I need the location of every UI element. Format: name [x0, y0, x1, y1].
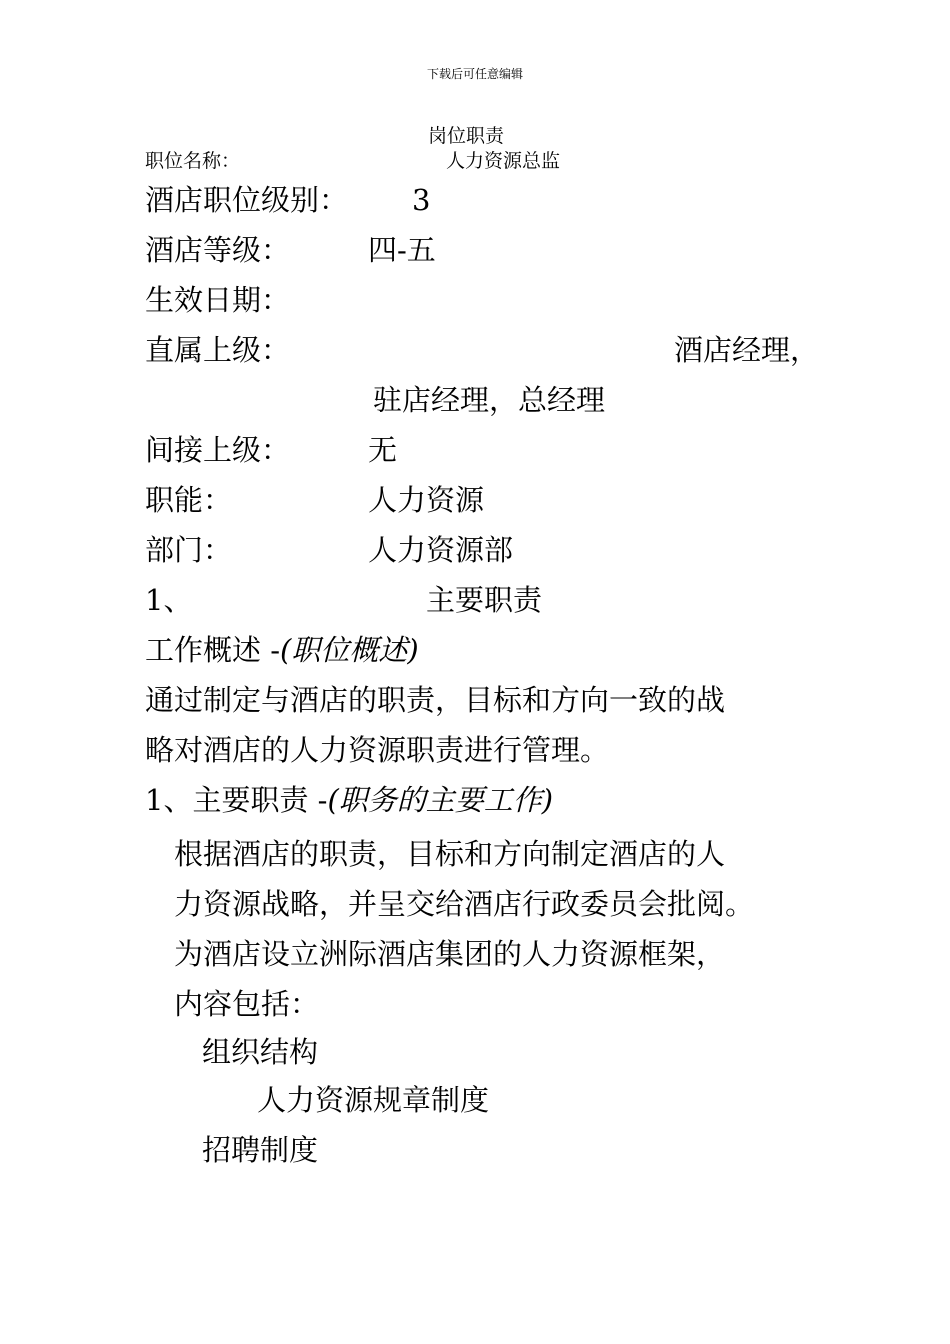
- duties-label: [145, 783, 554, 817]
- effective-date-label: 生效日期：: [145, 283, 291, 317]
- indirect-superior-label: 间接上级：: [145, 433, 291, 467]
- duty-paragraph-2-line-2: 内容包括：: [174, 987, 320, 1021]
- overview-label-italic: (职位概述): [280, 633, 419, 667]
- direct-superior-value-2: 驻店经理，总经理: [373, 383, 606, 417]
- overview-text-line-1: 通过制定与酒店的职责，目标和方向一致的战: [145, 683, 726, 717]
- department-value: 人力资源部: [368, 533, 514, 567]
- document-title: 岗位职责: [428, 125, 505, 147]
- hotel-grade-value: 四-五: [368, 233, 436, 267]
- overview-label-text: 工作概述 -: [145, 633, 281, 667]
- position-name-label: 职位名称：: [145, 150, 241, 172]
- duty-paragraph-2-line-1: 为酒店设立洲际酒店集团的人力资源框架，: [174, 937, 726, 971]
- department-label: 部门：: [145, 533, 233, 567]
- duty-paragraph-1-line-1: 根据酒店的职责，目标和方向制定酒店的人: [174, 837, 726, 871]
- duties-label-italic: (职务的主要工作): [327, 783, 554, 817]
- position-name-value: 人力资源总监: [446, 150, 561, 172]
- section-heading: 主要职责: [426, 583, 543, 617]
- duty-paragraph-1-line-2: 力资源战略，并呈交给酒店行政委员会批阅。: [174, 887, 755, 921]
- position-level-label: 酒店职位级别：: [145, 183, 349, 217]
- section-number: 1、: [145, 583, 193, 617]
- list-item: 人力资源规章制度: [257, 1083, 490, 1117]
- hotel-grade-label: 酒店等级：: [145, 233, 291, 267]
- indirect-superior-value: 无: [368, 433, 398, 467]
- overview-label: [145, 633, 419, 667]
- direct-superior-value-1: 酒店经理，: [674, 333, 820, 367]
- direct-superior-label: 直属上级：: [145, 333, 291, 367]
- list-item: 招聘制度: [202, 1133, 319, 1167]
- function-label: 职能：: [145, 483, 233, 517]
- function-value: 人力资源: [368, 483, 485, 517]
- list-item: 组织结构: [202, 1035, 319, 1069]
- page-header-note: 下载后可任意编辑: [426, 67, 523, 81]
- overview-text-line-2: 略对酒店的人力资源职责进行管理。: [145, 733, 610, 767]
- position-level-value: 3: [412, 183, 431, 217]
- duties-label-text: 1、主要职责 -: [145, 783, 328, 817]
